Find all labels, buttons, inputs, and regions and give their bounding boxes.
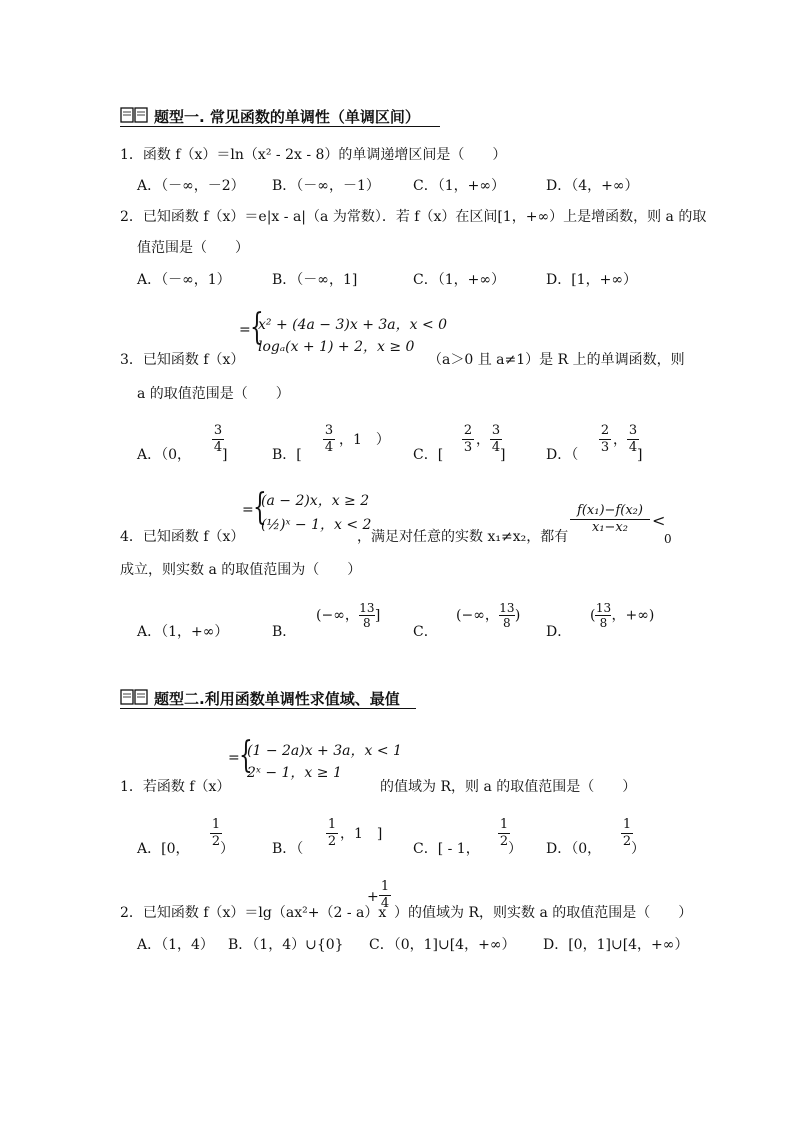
difference-quotient: f(x₁)−f(x₂) x₁−x₂	[570, 504, 650, 535]
left-brace: {	[253, 487, 267, 528]
question-4-line-2: 成立，则实数 a 的取值范围为（ ）	[120, 562, 362, 578]
piece-case-1: x² + (4a − 3)x + 3a，x < 0	[258, 317, 448, 333]
section-title: 题型一. 常见函数的单调性（单调区间）	[154, 108, 420, 126]
option-b-interval: (−∞，$\frac{13}{8}$]	[316, 601, 381, 630]
question-3-stem-left: 3．已知函数 f（x）	[120, 352, 245, 368]
comma: ，	[476, 432, 490, 448]
bracket: ）	[220, 841, 234, 857]
plus-sign: +	[367, 889, 379, 905]
option-b: B．（－∞，－1）	[272, 178, 380, 194]
section-title: 题型二.利用函数单调性求值域、最值	[154, 690, 400, 708]
option-a: A．（0，	[137, 447, 192, 463]
left-brace: {	[239, 735, 253, 776]
bracket: ，1 ）	[339, 432, 390, 448]
option-d-interval: ($\frac{13}{8}$，+∞)	[590, 601, 655, 630]
question-2-line-1: 2．已知函数 f（x）＝e|x - a|（a 为常数）．若 f（x）在区间[1，+∞）上是增函数，则 a 的取	[120, 209, 707, 225]
fraction: 3 4	[324, 423, 334, 455]
fraction: 3 4	[628, 423, 638, 455]
equals-sign: =	[239, 322, 251, 338]
option-c: C．	[413, 624, 438, 640]
option-c: C．（0，1]∪[4，+∞）	[369, 937, 516, 953]
question-4-stem-mid: ，满足对任意的实数 x₁≠x₂，都有	[357, 529, 569, 545]
section-underline	[120, 708, 416, 709]
equals-sign: =	[242, 502, 254, 518]
option-c-interval: (−∞，$\frac{13}{8}$)	[456, 601, 521, 630]
option-a: A．（－∞，1）	[137, 272, 231, 288]
option-d: D．[1，+∞）	[546, 272, 637, 288]
question-1-stem-left: 1．若函数 f（x）	[120, 779, 231, 795]
question-2-stem-end: ）的值域为 R，则实数 a 的取值范围是（ ）	[394, 905, 693, 921]
section-underline	[120, 126, 440, 127]
fraction: 1 2	[499, 817, 509, 849]
fraction: 3 4	[213, 423, 223, 455]
question-1-stem-right: 的值域为 R，则 a 的取值范围是（ ）	[380, 779, 637, 795]
equals-sign: =	[228, 750, 240, 766]
fraction: 2 3	[463, 423, 473, 455]
fraction: 1 4	[380, 879, 390, 911]
bracket: ）	[631, 841, 645, 857]
fraction: 2 3	[600, 423, 610, 455]
option-c: C．（1，+∞）	[413, 178, 506, 194]
option-c: C．（1，+∞）	[413, 272, 506, 288]
less-than-sign: <	[652, 511, 666, 530]
book-icon	[120, 688, 148, 706]
piece-case-2: (½)ˣ − 1，x < 2	[261, 517, 372, 533]
question-2-stem: 2．已知函数 f（x）＝lg（ax²+（2 - a）x	[120, 905, 387, 921]
fraction: 3 4	[491, 423, 501, 455]
option-d: D．	[546, 624, 572, 640]
option-b: B．	[272, 624, 297, 640]
option-c: C．[	[413, 447, 444, 463]
comma: ，	[613, 432, 627, 448]
bracket: ，1 ]	[340, 826, 383, 842]
question-1-stem: 1．函数 f（x）＝ln（x² - 2x - 8）的单调递增区间是（ ）	[120, 147, 507, 163]
left-brace: {	[250, 307, 264, 348]
question-2-line-2: 值范围是（ ）	[137, 240, 249, 256]
option-d: D．（4，+∞）	[546, 178, 639, 194]
option-b: B．（	[272, 841, 304, 857]
option-d: D．（	[546, 447, 579, 463]
option-a: A．（1，4）	[137, 937, 214, 953]
option-d: D．（0，	[546, 841, 602, 857]
option-a: A．（1，+∞）	[137, 624, 229, 640]
fraction: 1 2	[327, 817, 337, 849]
option-b: B．（1，4）∪{0}	[228, 937, 344, 953]
piece-case-2: logₐ(x + 1) + 2，x ≥ 0	[258, 339, 415, 355]
zero: 0	[664, 532, 672, 546]
bracket: ]	[500, 447, 506, 463]
question-4-stem-left: 4．已知函数 f（x）	[120, 529, 245, 545]
bracket: ）	[508, 841, 522, 857]
option-d: D．[0，1]∪[4，+∞）	[543, 937, 689, 953]
bracket: ]	[222, 447, 228, 463]
option-a: A．[0，	[137, 841, 190, 857]
option-b: B．（－∞，1]	[272, 272, 358, 288]
piece-case-1: (1 − 2a)x + 3a，x < 1	[247, 743, 402, 759]
question-3-stem-right: （a＞0 且 a≠1）是 R 上的单调函数，则	[428, 352, 685, 368]
fraction: 1 2	[211, 817, 221, 849]
option-a: A．（－∞，－2）	[137, 178, 245, 194]
piece-case-1: (a − 2)x，x ≥ 2	[261, 493, 370, 509]
question-3-line-2: a 的取值范围是（ ）	[137, 386, 290, 402]
fraction: 1 2	[622, 817, 632, 849]
bracket: ]	[637, 447, 643, 463]
option-b: B．[	[272, 447, 302, 463]
option-c: C．[ - 1，	[413, 841, 480, 857]
book-icon	[120, 106, 148, 124]
piece-case-2: 2ˣ − 1，x ≥ 1	[247, 765, 342, 781]
